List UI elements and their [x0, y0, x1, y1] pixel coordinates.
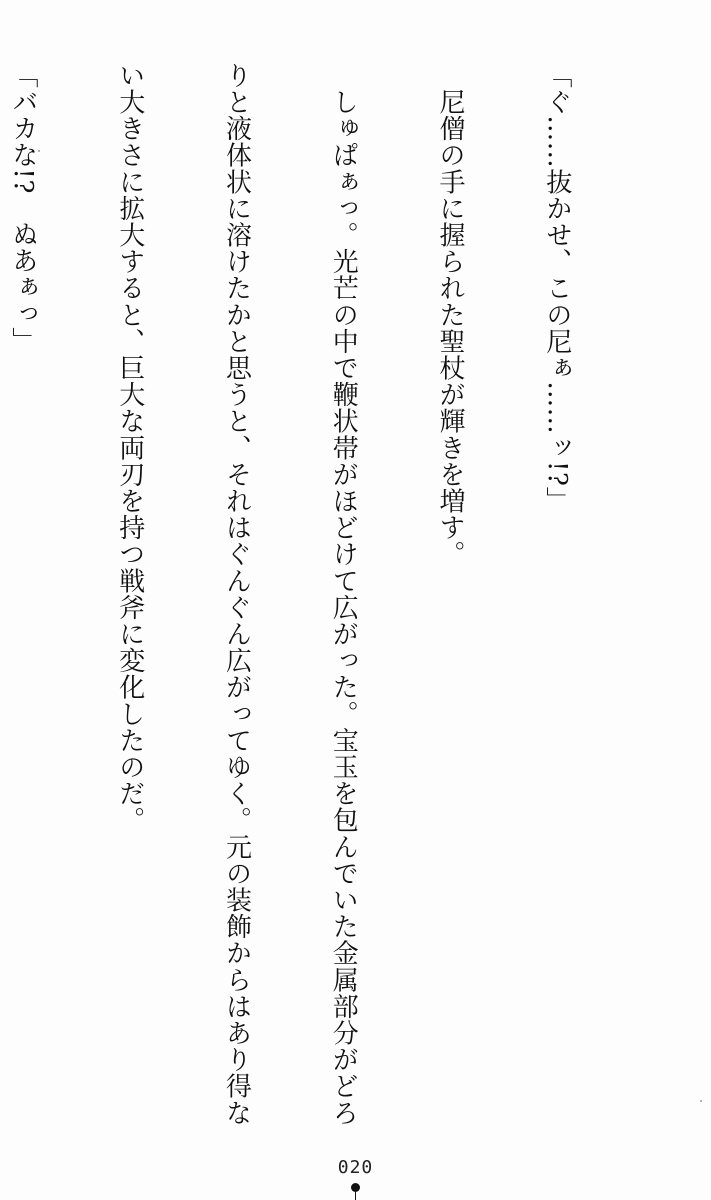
paper-speck — [38, 150, 40, 152]
page-marker-tick — [355, 1192, 356, 1200]
page-marker-dot — [351, 1183, 360, 1192]
paper-speck — [700, 1100, 702, 1102]
body-text — [0, 62, 645, 1126]
text-line: りと液体状に溶けたかと思うと、それはぐんぐん広がってゆく。元の装飾からはあり得な — [221, 62, 252, 1126]
text-line: 「バカな!? ぬあぁっ」 — [7, 62, 38, 354]
page-number: 020 — [337, 1157, 374, 1178]
text-line: しゅぱぁっ。光芒の中で鞭状帯がほどけて広がった。宝玉を包んでいた金属部分がどろ — [328, 62, 359, 1126]
text-line: 「ぐ……抜かせ、この尼ぁ……ッ!?」 — [541, 62, 572, 514]
text-line: 尼僧の手に握られた聖杖が輝きを増す。 — [435, 62, 466, 568]
text-line: い大きさに拡大すると、巨大な両刃を持つ戦斧に変化したのだ。 — [114, 62, 145, 834]
